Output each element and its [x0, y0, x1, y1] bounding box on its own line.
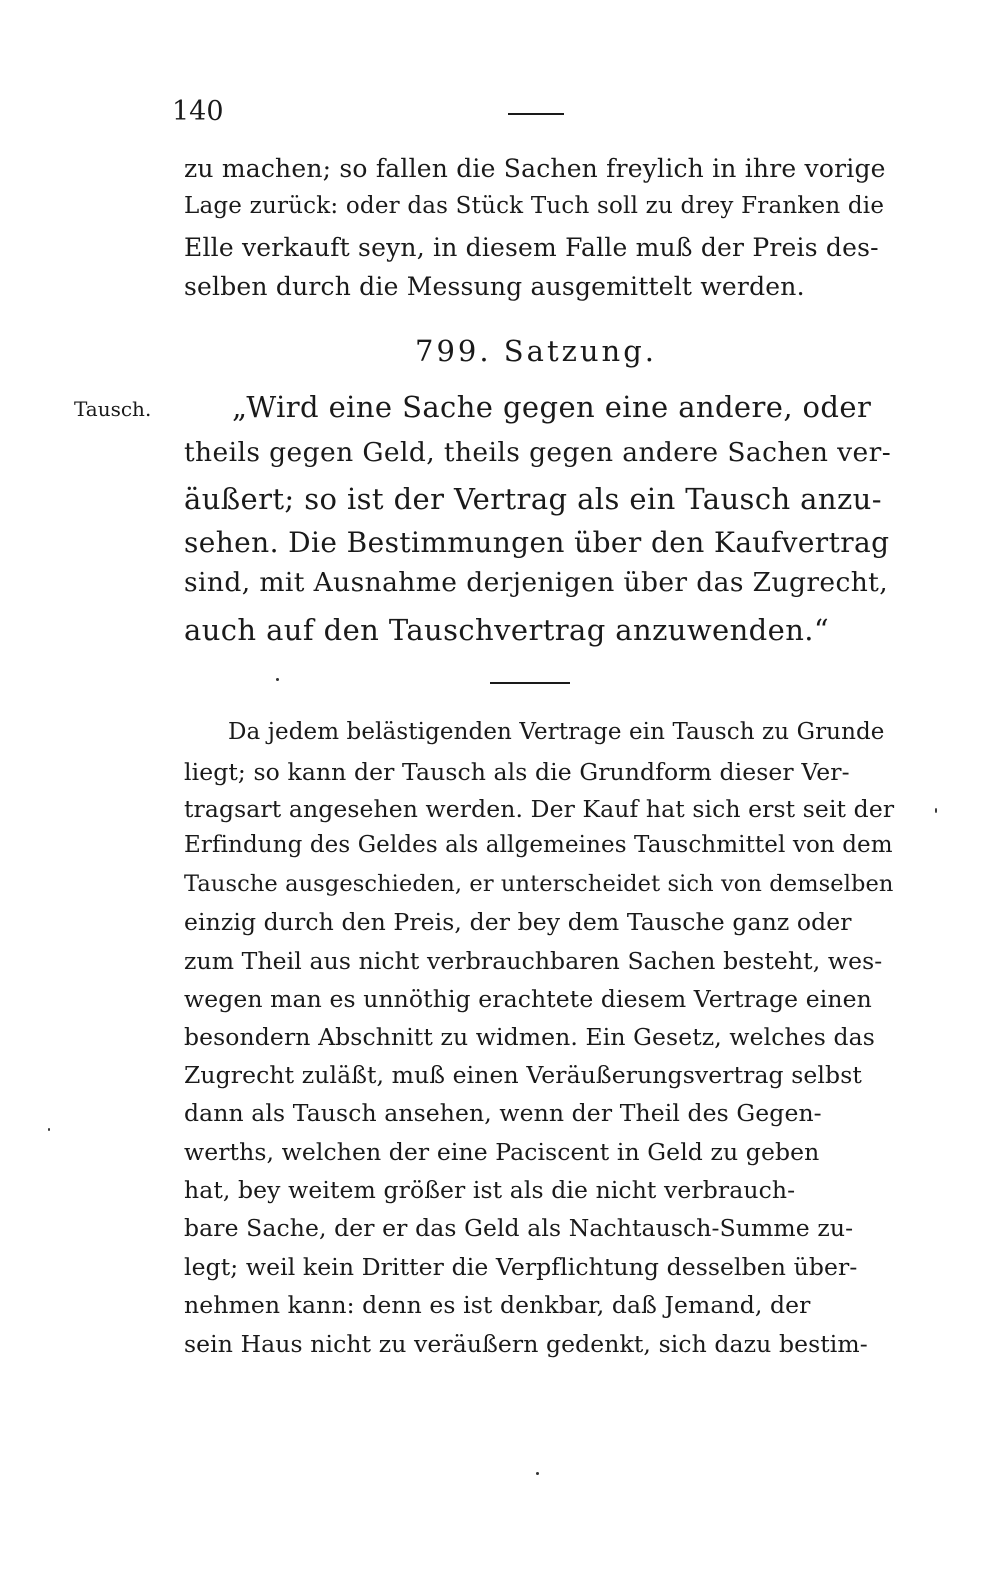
- commentary-line: werths, welchen der eine Paciscent in Geld zu geben: [184, 1138, 820, 1166]
- section-line: auch auf den Tauschvertrag anzuwenden.“: [184, 613, 830, 647]
- intro-line: Elle verkauft seyn, in diesem Falle muß der Preis des-: [184, 233, 879, 262]
- commentary-line: Da jedem belästigenden Vertrage ein Tausch zu Grunde: [228, 719, 885, 745]
- commentary-line: sein Haus nicht zu veräußern gedenkt, sich dazu bestim-: [184, 1330, 868, 1358]
- commentary-line: einzig durch den Preis, der bey dem Tausche ganz oder: [184, 908, 852, 936]
- section-heading: 799. Satzung.: [415, 334, 658, 368]
- margin-note: Tausch.: [74, 397, 152, 421]
- commentary-line: wegen man es unnöthig erachtete diesem Vertrage einen: [184, 985, 872, 1013]
- section-line: theils gegen Geld, theils gegen andere Sachen ver-: [184, 437, 892, 468]
- commentary-line: besondern Abschnitt zu widmen. Ein Gesetz, welches das: [184, 1023, 875, 1051]
- section-line: sehen. Die Bestimmungen über den Kaufvertrag: [184, 526, 890, 559]
- commentary-line: liegt; so kann der Tausch als die Grundform dieser Ver-: [184, 758, 850, 786]
- commentary-line: Tausche ausgeschieden, er unterscheidet sich von demselben: [184, 871, 894, 897]
- commentary-line: Zugrecht zuläßt, muß einen Veräußerungsvertrag selbst: [184, 1061, 862, 1089]
- commentary-line: bare Sache, der er das Geld als Nachtausch-Summe zu-: [184, 1214, 854, 1242]
- section-line: sind, mit Ausnahme derjenigen über das Zugrecht,: [184, 567, 889, 598]
- scan-speck: [536, 1472, 539, 1475]
- scan-speck: [48, 1128, 50, 1131]
- commentary-line: nehmen kann: denn es ist denkbar, daß Jemand, der: [184, 1291, 811, 1319]
- scan-speck: [935, 808, 937, 813]
- section-divider: [490, 682, 570, 684]
- header-dash: [508, 113, 564, 115]
- page-number: 140: [172, 96, 224, 127]
- commentary-line: Erfindung des Geldes als allgemeines Tauschmittel von dem: [184, 832, 893, 858]
- scan-speck: [276, 678, 279, 681]
- commentary-line: dann als Tausch ansehen, wenn der Theil des Gegen-: [184, 1099, 822, 1127]
- intro-line: zu machen; so fallen die Sachen freylich in ihre vorige: [184, 154, 886, 183]
- commentary-line: hat, bey weitem größer ist als die nicht verbrauch-: [184, 1176, 796, 1204]
- intro-line: selben durch die Messung ausgemittelt werden.: [184, 272, 805, 301]
- section-line: „Wird eine Sache gegen eine andere, oder: [232, 390, 872, 424]
- section-line: äußert; so ist der Vertrag als ein Tausch anzu-: [184, 482, 882, 516]
- intro-line: Lage zurück: oder das Stück Tuch soll zu drey Franken die: [184, 193, 885, 219]
- commentary-line: tragsart angesehen werden. Der Kauf hat sich erst seit der: [184, 795, 895, 823]
- commentary-line: legt; weil kein Dritter die Verpflichtung desselben über-: [184, 1253, 858, 1281]
- commentary-line: zum Theil aus nicht verbrauchbaren Sachen besteht, wes-: [184, 947, 883, 975]
